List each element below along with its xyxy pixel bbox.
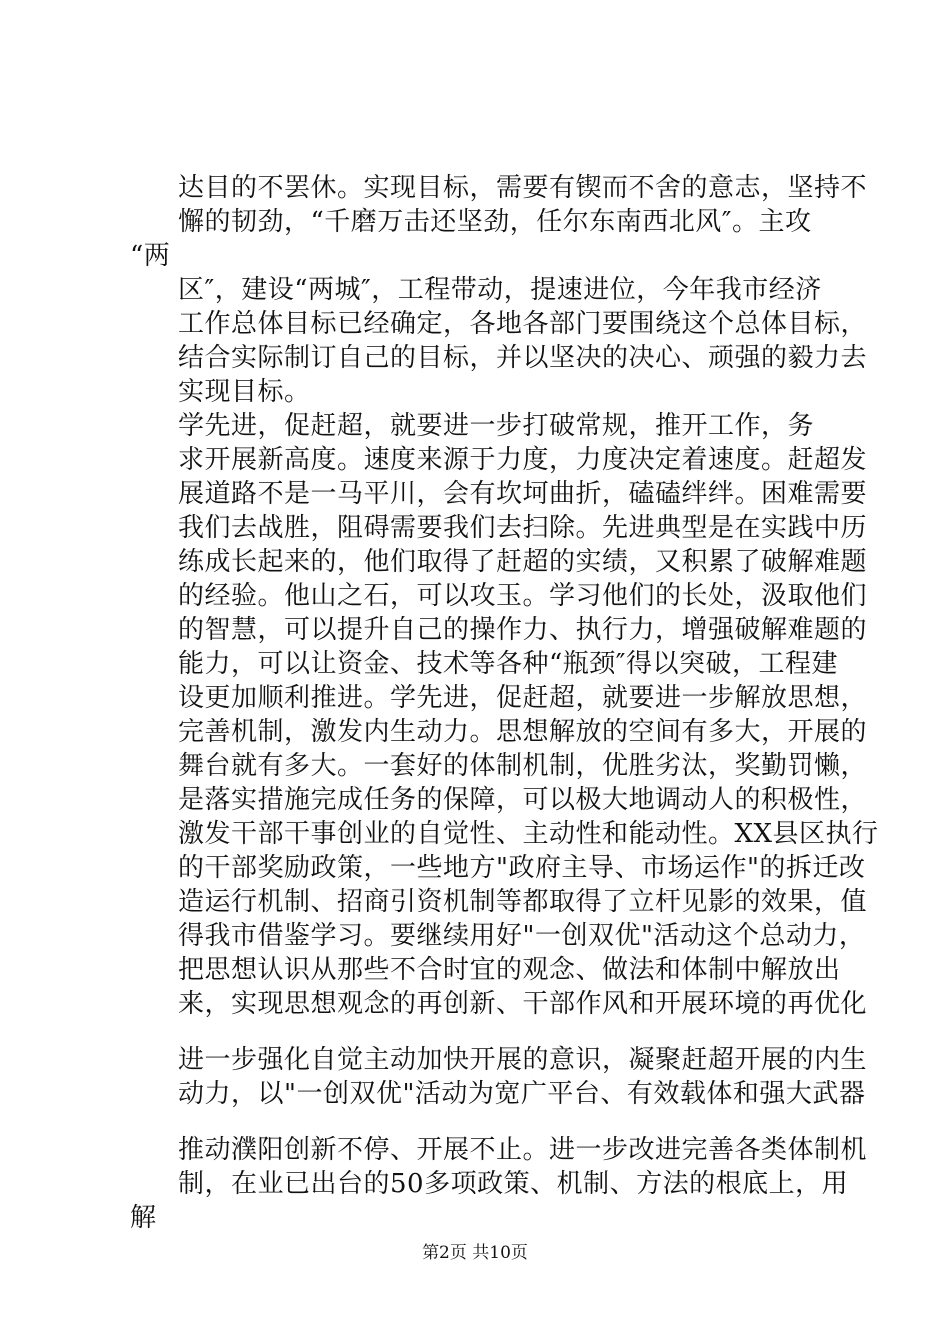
text-line: 工作总体目标已经确定，各地各部门要围绕这个总体目标， <box>178 309 868 339</box>
text-line: 能力，可以让资金、技术等各种“瓶颈″得以突破，工程建 <box>178 649 839 679</box>
text-line: 设更加顺利推进。学先进，促赶超，就要进一步解放思想， <box>178 683 868 713</box>
text-line: 进一步强化自觉主动加快开展的意识，凝聚赶超开展的内生 <box>178 1045 868 1075</box>
text-line: 实现目标。 <box>178 377 311 407</box>
text-line: 懈的韧劲，“千磨万击还坚劲，任尔东南西北风″。主攻 <box>178 207 812 237</box>
text-line: 是落实措施完成任务的保障，可以极大地调动人的积极性， <box>178 785 868 815</box>
text-line: “两 <box>130 241 171 271</box>
page-footer: 第2页 共10页 <box>422 1243 528 1263</box>
text-line: 把思想认识从那些不合时宜的观念、做法和体制中解放出 <box>178 955 841 985</box>
text-line: 推动濮阳创新不停、开展不止。进一步改进完善各类体制机 <box>178 1135 868 1165</box>
text-line: 求开展新高度。速度来源于力度，力度决定着速度。赶超发 <box>178 445 868 475</box>
text-line: 练成长起来的，他们取得了赶超的实绩，又积累了破解难题 <box>178 547 868 577</box>
text-line: 学先进，促赶超，就要进一步打破常规，推开工作，务 <box>178 411 815 441</box>
text-line: 舞台就有多大。一套好的体制机制，优胜劣汰，奖勤罚懒， <box>178 751 868 781</box>
text-line: 动力，以"一创双优"活动为宽广平台、有效载体和强大武器 <box>178 1079 866 1109</box>
text-line: 达目的不罢休。实现目标，需要有锲而不舍的意志，坚持不 <box>178 173 868 203</box>
text-line: 结合实际制订自己的目标，并以坚决的决心、顽强的毅力去 <box>178 343 868 373</box>
text-line: 的智慧，可以提升自己的操作力、执行力，增强破解难题的 <box>178 615 868 645</box>
text-line: 的干部奖励政策，一些地方"政府主导、市场运作"的拆迁改 <box>178 853 866 883</box>
text-line: 区″，建设“两城″，工程带动，提速进位，今年我市经济 <box>178 275 822 305</box>
text-line: 造运行机制、招商引资机制等都取得了立杆见影的效果，值 <box>178 887 868 917</box>
text-line: 的经验。他山之石，可以攻玉。学习他们的长处，汲取他们 <box>178 581 868 611</box>
text-line: 完善机制，激发内生动力。思想解放的空间有多大，开展的 <box>178 717 868 747</box>
text-line: 我们去战胜，阻碍需要我们去扫除。先进典型是在实践中历 <box>178 513 868 543</box>
text-line: 展道路不是一马平川，会有坎坷曲折，磕磕绊绊。困难需要 <box>178 479 868 509</box>
text-line: 得我市借鉴学习。要继续用好"一创双优"活动这个总动力， <box>178 921 866 951</box>
text-line: 解 <box>130 1203 157 1233</box>
text-line: 制，在业已出台的50多项政策、机制、方法的根底上，用 <box>178 1169 849 1199</box>
text-line: 激发干部干事创业的自觉性、主动性和能动性。XX县区执行 <box>178 819 879 849</box>
text-line: 来，实现思想观念的再创新、干部作风和开展环境的再优化 <box>178 989 868 1019</box>
